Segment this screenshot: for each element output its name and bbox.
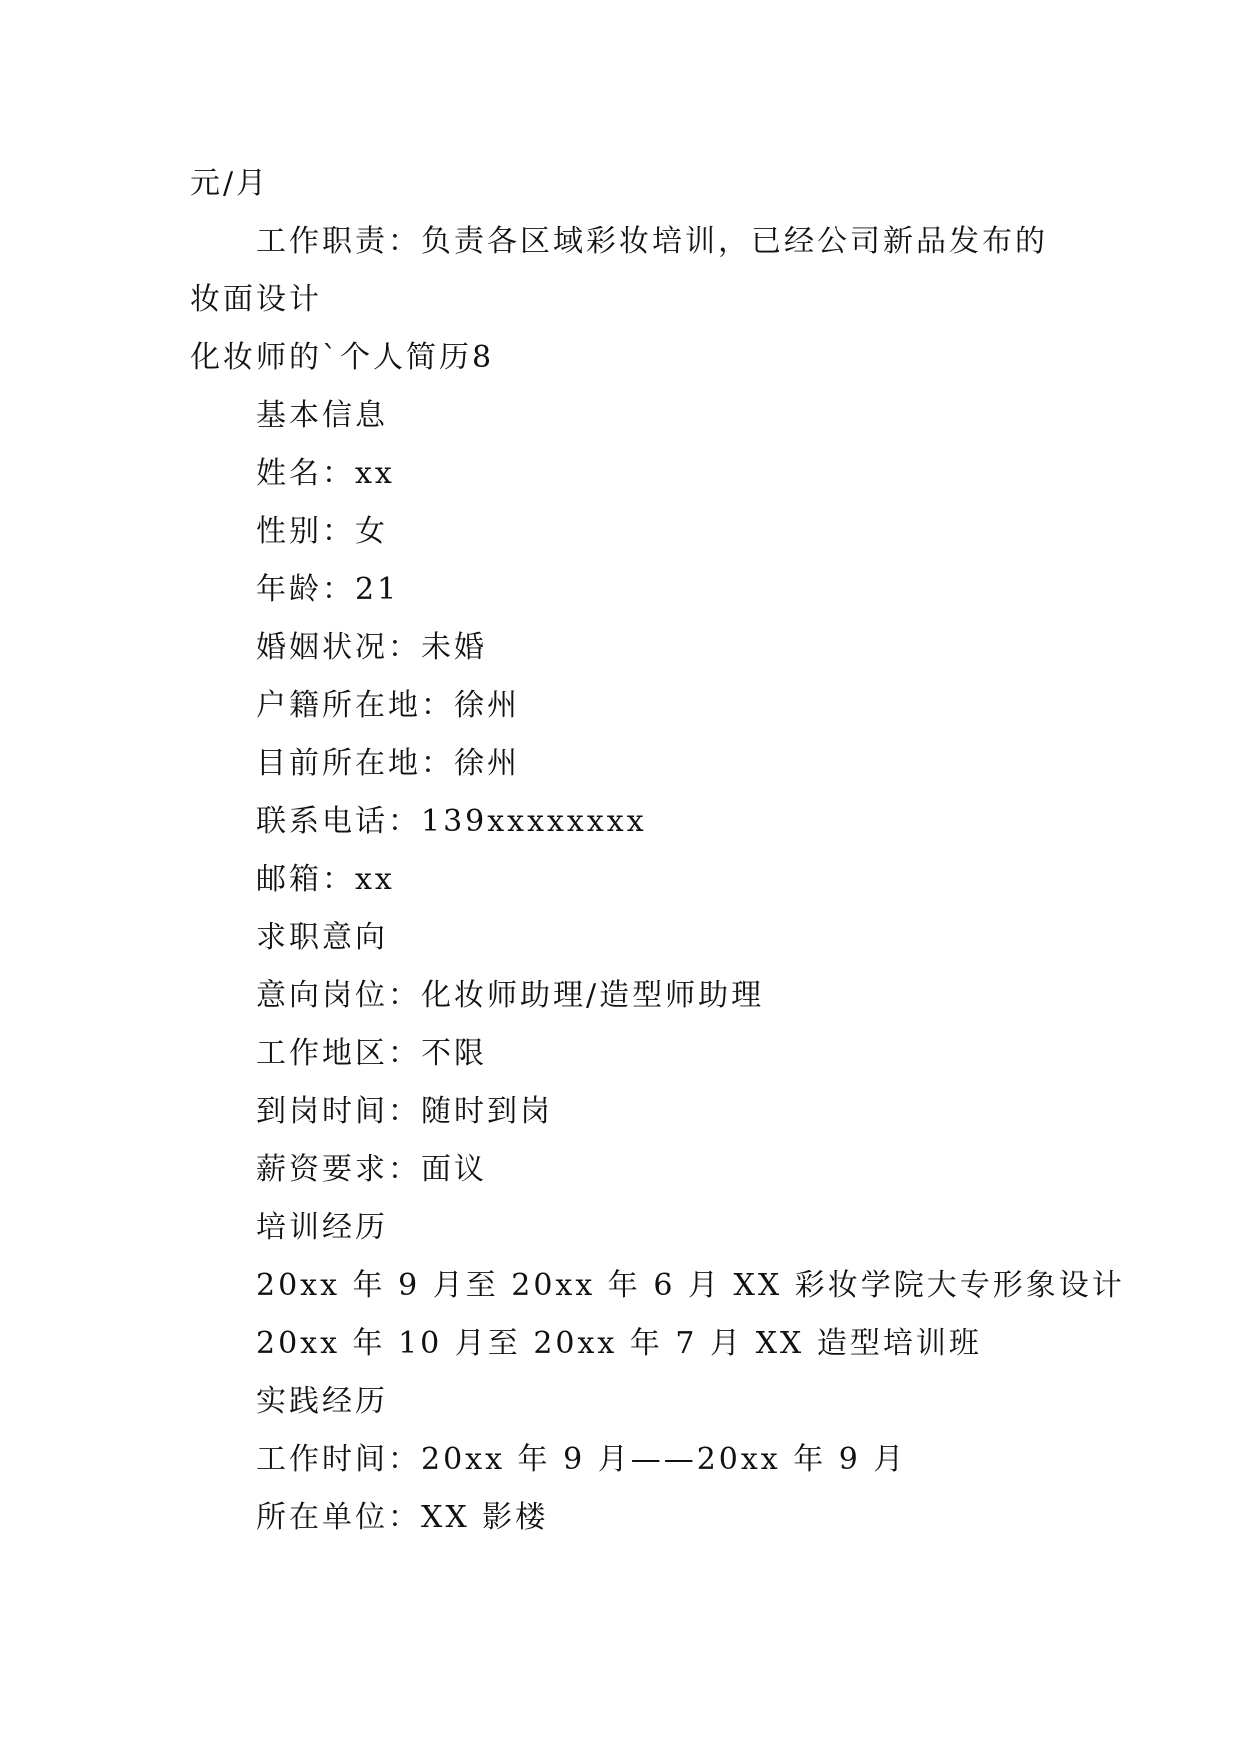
section-heading-job-intention: 求职意向 [256, 920, 388, 955]
field-name: 姓名：xx [256, 456, 395, 491]
field-marital-status: 婚姻状况：未婚 [256, 630, 487, 665]
field-start-time: 到岗时间：随时到岗 [256, 1094, 553, 1129]
training-entry-1: 20xx 年 9 月至 20xx 年 6 月 XX 彩妆学院大专形象设计 [256, 1268, 1125, 1303]
text-line-job-duty-cont: 妆面设计 [190, 282, 322, 317]
text-line-job-duty: 工作职责：负责各区域彩妆培训，已经公司新品发布的 [256, 224, 1048, 259]
field-current-location: 目前所在地：徐州 [256, 746, 520, 781]
field-gender: 性别：女 [256, 514, 388, 549]
field-phone: 联系电话：139xxxxxxxx [256, 804, 647, 839]
field-desired-position: 意向岗位：化妆师助理/造型师助理 [256, 978, 765, 1013]
training-entry-2: 20xx 年 10 月至 20xx 年 7 月 XX 造型培训班 [256, 1326, 982, 1361]
field-hukou: 户籍所在地：徐州 [256, 688, 520, 723]
section-heading-practice: 实践经历 [256, 1384, 388, 1419]
field-work-period: 工作时间：20xx 年 9 月——20xx 年 9 月 [256, 1442, 907, 1477]
text-line-salary-unit: 元/月 [190, 166, 270, 201]
resume-title: 化妆师的`个人简历8 [190, 340, 495, 375]
field-employer: 所在单位：XX 影楼 [256, 1500, 549, 1535]
section-heading-basic-info: 基本信息 [256, 398, 388, 433]
field-age: 年龄：21 [256, 572, 400, 607]
field-salary-requirement: 薪资要求：面议 [256, 1152, 487, 1187]
field-email: 邮箱：xx [256, 862, 395, 897]
field-work-area: 工作地区：不限 [256, 1036, 487, 1071]
section-heading-training: 培训经历 [256, 1210, 388, 1245]
